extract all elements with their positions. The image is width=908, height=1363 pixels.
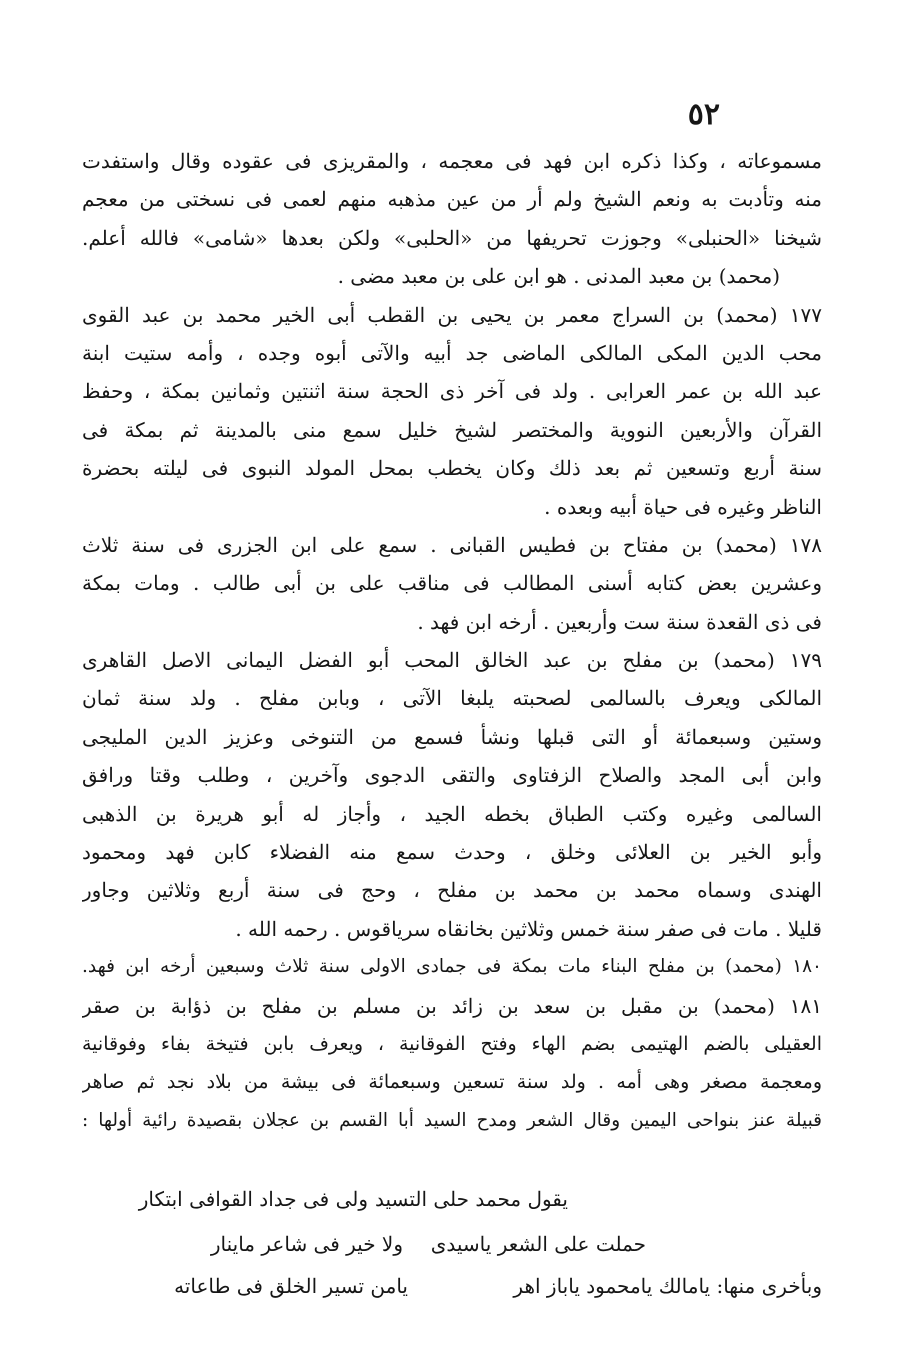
entry-181-start: ١٨١ (محمد) بن مقبل بن سعد بن زائد بن مسلم بن مفلح بن ذؤابة بن صقر (82, 993, 822, 1018)
text-line: المالكى ويعرف بالسالمى لصحبته يلبغا الآتى ، وبابن مفلح . ولد سنة ثمان (82, 686, 822, 711)
text-line: وابن أبى المجد والصلاح الزفتاوى والتقى الدجوى وآخرين ، وطلب وقتا ورافق (82, 763, 822, 788)
text-body (82, 142, 822, 1140)
text-line: عبد الله بن عمر العرابى . ولد فى آخر ذى الحجة سنة اثنتين وثمانين بمكة ، وحفظ (82, 379, 822, 404)
verse-3-second-hemistich: يامن تسير الخلق فى طاعاته (174, 1274, 408, 1298)
text-line: شيخنا «الحنبلى» وجوزت تحريفها من «الحلبى» ولكن بعدها «شامى» فالله أعلم. (82, 225, 822, 250)
entry-180: ١٨٠ (محمد) بن مفلح البناء مات بمكة فى جمادى الاولى سنة ثلاث وسبعين أرخه ابن فهد. (82, 956, 822, 978)
text-line: سنة أربع وتسعين ثم بعد ذلك وكان يخطب بمحل المولد النبوى فى ليلته بحضرة (82, 456, 822, 481)
text-line: الهندى وسماه محمد بن محمد بن مفلح ، وحج فى سنة أربع وثلاثين وجاور (82, 878, 822, 903)
text-line: ومعجمة مصغر وهى أمه . ولد سنة تسعين وسبعمائة فى بيشة من بلاد نجد ثم صاهر (82, 1071, 822, 1094)
text-line: قليلا . مات فى صفر سنة خمس وثلاثين بخانقاه سرياقوس . رحمه الله . (235, 916, 822, 941)
verse-2-first-hemistich: حملت على الشعر ياسيدى (430, 1232, 646, 1256)
verse-3-first-hemistich: وبأخرى منها: يامالك يامحمود ياباز اهر (513, 1274, 822, 1298)
verse-2-second-hemistich: ولا خير فى شاعر ماينار (210, 1232, 403, 1256)
text-line: وأبو الخير بن العلائى وخلق ، وحدث سمع منه الفضلاء كابن فهد ومحمود (82, 840, 822, 865)
entry-179-start: ١٧٩ (محمد) بن مفلح بن عبد الخالق المحب أبو الفضل اليمانى الاصل القاهرى (82, 648, 822, 673)
text-line: مسموعاته ، وكذا ذكره ابن فهد فى معجمه ، والمقريزى فى عقوده وقال واستفدت (82, 149, 822, 173)
text-line: القرآن والأربعين النووية والمختصر لشيخ خليل سمع منى بالمدينة ثم بمكة فى (82, 417, 822, 442)
verse-1-first-hemistich: يقول محمد حلى التسيد (374, 1187, 568, 1211)
text-line: منه وتأدبت به ونعم الشيخ ولم أر من عين مذهبه منهم لعمى فى نسختى من معجم (82, 187, 822, 212)
text-line: الناظر وغيره فى حياة أبيه وبعده . (544, 494, 822, 519)
text-line: فى ذى القعدة سنة ست وأربعين . أرخه ابن فهد . (417, 609, 822, 634)
text-line: محب الدين المكى المالكى الماضى جد أبيه والآتى أبوه وجده ، وأمه ستيت ابنة (82, 340, 822, 365)
entry-178-start: ١٧٨ (محمد) بن مفتاح بن فطيس القبانى . سمع على ابن الجزرى فى سنة ثلاث (82, 532, 822, 557)
page-number: ٥٢ (687, 97, 720, 132)
text-line: السالمى وغيره وكتب الطباق بخطه الجيد ، وأجاز له أبو هريرة بن الذهبى (82, 801, 822, 826)
entry-177-start: ١٧٧ (محمد) بن السراج معمر بن يحيى بن القطب أبى الخير محمد بن عبد القوى (82, 302, 822, 327)
entry-heading-line: (محمد) بن معبد المدنى . هو ابن على بن معبد مضى . (337, 264, 780, 289)
text-line: وعشرين بعض كتابه أسنى المطالب فى مناقب على بن أبى طالب . ومات بمكة (82, 571, 822, 596)
verse-1-second-hemistich: ولى فى جداد القوافى ابتكار (138, 1187, 368, 1211)
text-line: قبيلة عنز بنواحى اليمين وقال الشعر ومدح السيد أبا القسم بن عجلان بقصيدة رائية أولها : (82, 1109, 822, 1131)
text-line: وستين وسبعمائة أو التى قبلها ونشأ فسمع من التنوخى وعزيز الدين المليجى (82, 724, 822, 749)
text-line: العقيلى بالضم الهتيمى بضم الهاء وفتح الفوقانية ، ويعرف بابن فتيخة بفاء وفوقانية (82, 1032, 822, 1055)
